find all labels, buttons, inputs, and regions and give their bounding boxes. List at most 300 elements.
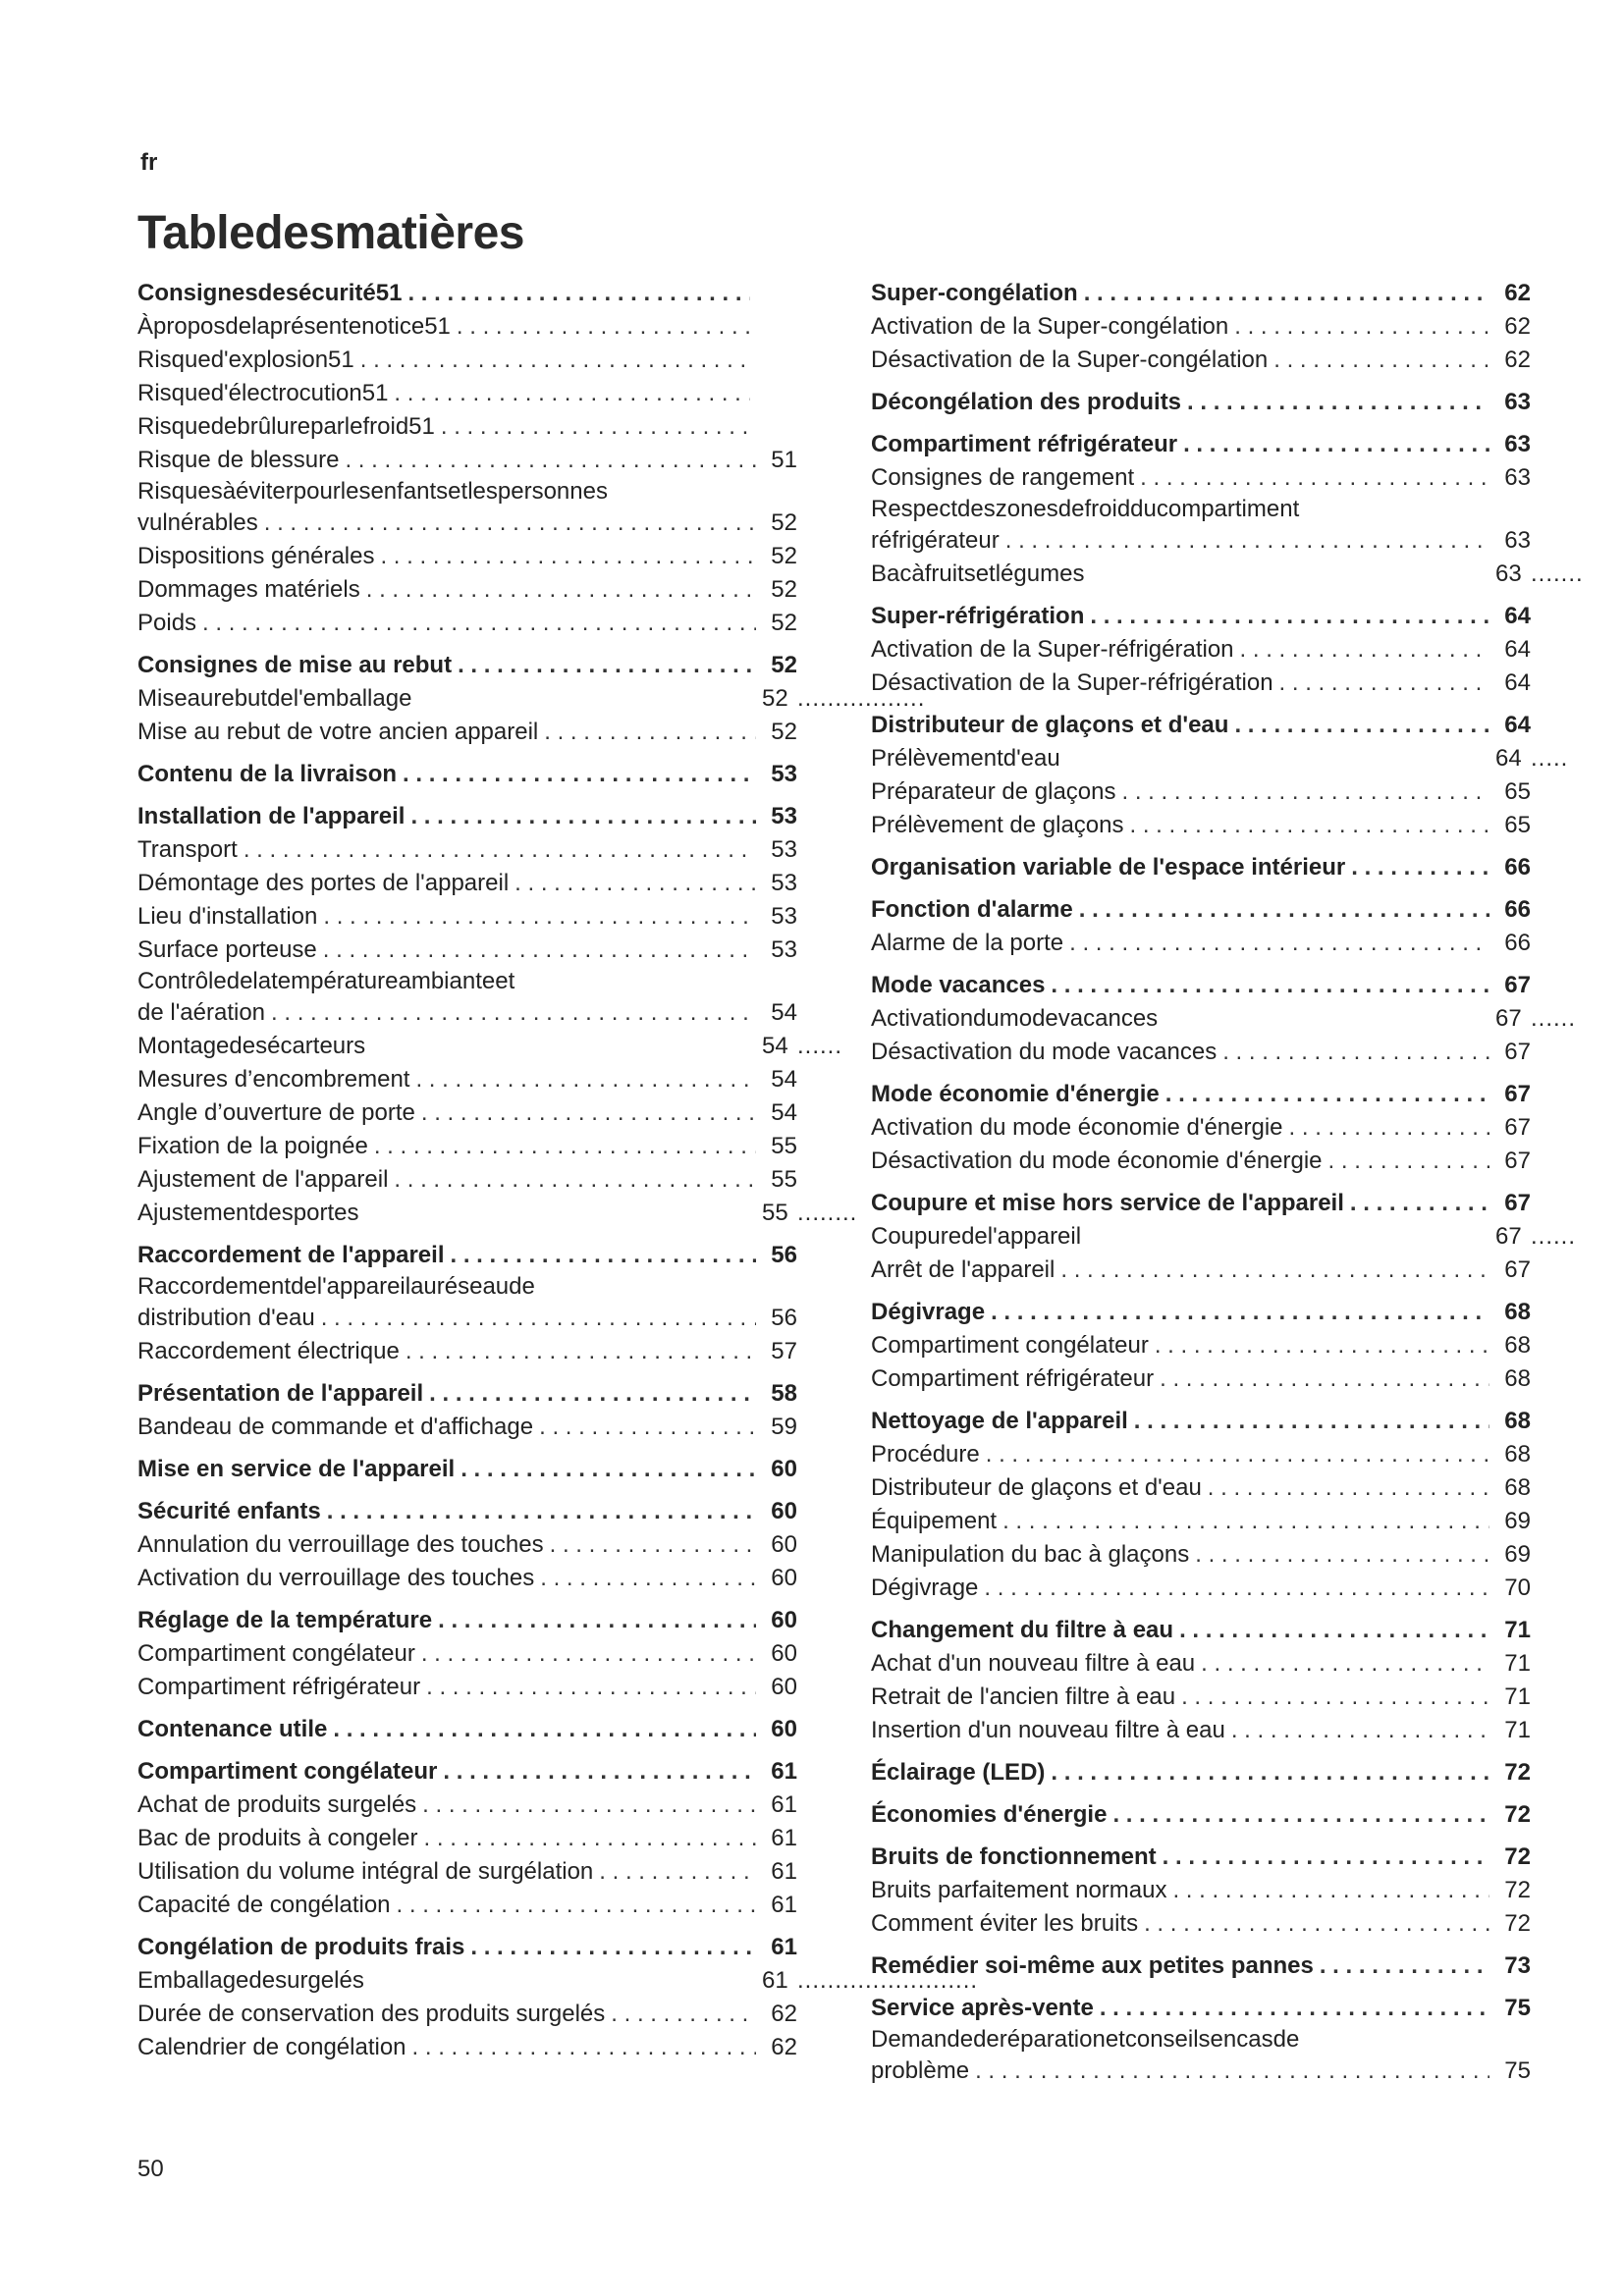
entry-title: Risque de blessure — [137, 447, 340, 473]
entry-page: 60 — [771, 1607, 797, 1633]
entry-page: 52 — [771, 543, 797, 569]
entry-title: Risqued'électrocution51 — [137, 380, 389, 406]
toc-row — [871, 1329, 1531, 1362]
entry-page: 66 — [1504, 854, 1531, 881]
page-num: 64 — [1495, 745, 1522, 772]
dot-leader — [441, 410, 750, 444]
toc-section[interactable] — [137, 649, 797, 682]
dot-leader — [406, 1335, 756, 1368]
toc-entry[interactable] — [137, 377, 797, 410]
entry-page: 51 — [771, 447, 797, 473]
entry-title: Désactivation de la Super-réfrigération — [871, 669, 1273, 696]
entry-title: Super-congélation — [871, 280, 1078, 306]
toc-entry[interactable] — [137, 1335, 797, 1368]
entry-title: Surface porteuse — [137, 936, 317, 963]
dot-leader — [244, 833, 756, 867]
entry-page — [762, 1197, 858, 1230]
entry-text-line1: Contrôledelatempératureambianteet — [137, 968, 515, 994]
entry-page: 54 — [771, 1099, 797, 1126]
entry-title: Économies d'énergie — [871, 1801, 1108, 1828]
toc-entry[interactable] — [871, 1220, 1577, 1254]
toc-entry[interactable] — [871, 1362, 1531, 1396]
dot-leader — [1201, 1647, 1489, 1681]
entry-title: Achat d'un nouveau filtre à eau — [871, 1650, 1196, 1677]
toc-row — [137, 1755, 797, 1789]
entry-title: Risqued'explosion51 — [137, 347, 354, 373]
entry-title: Utilisation du volume intégral de surgélation — [137, 1858, 594, 1885]
toc-row — [871, 1572, 1531, 1605]
toc-section[interactable] — [871, 1187, 1531, 1220]
toc-section[interactable] — [137, 1755, 797, 1789]
dot-leader: ................. — [797, 685, 926, 712]
dot-leader — [360, 344, 750, 377]
entry-title: Super-réfrigération — [871, 603, 1085, 629]
entry-page: 58 — [771, 1380, 797, 1407]
toc-section[interactable] — [871, 1614, 1531, 1647]
toc-row — [137, 507, 797, 540]
entry-page: 67 — [1504, 972, 1531, 998]
entry-page: 73 — [1504, 1952, 1531, 1979]
toc-entry[interactable] — [871, 1471, 1531, 1505]
dot-leader — [514, 867, 756, 900]
toc-row — [137, 540, 797, 573]
toc-entry[interactable] — [137, 410, 797, 444]
dot-leader — [539, 1411, 756, 1444]
toc-section[interactable] — [137, 1453, 797, 1486]
entry-page: 68 — [1504, 1299, 1531, 1325]
entry-page — [1495, 1002, 1577, 1036]
toc-section[interactable] — [871, 1405, 1531, 1438]
toc-entry[interactable] — [871, 1145, 1531, 1178]
toc-section[interactable] — [871, 893, 1531, 927]
entry-page: 53 — [771, 903, 797, 930]
toc-entry[interactable] — [137, 444, 797, 477]
dot-leader — [450, 1239, 756, 1272]
entry-title: Dispositions générales — [137, 543, 375, 569]
entry-title: Compartiment réfrigérateur — [137, 1674, 421, 1700]
toc-row — [871, 1874, 1531, 1907]
toc-entry[interactable] — [871, 1254, 1531, 1287]
entry-page: 72 — [1504, 1759, 1531, 1786]
entry-title: Montagedesécarteurs — [137, 1033, 366, 1059]
toc-entry[interactable] — [871, 1329, 1531, 1362]
entry-page — [762, 682, 926, 716]
toc-entry[interactable] — [871, 495, 1531, 558]
toc-row — [137, 996, 797, 1030]
page-num: 54 — [762, 1033, 788, 1059]
entry-title: Activation du mode économie d'énergie — [871, 1114, 1283, 1141]
toc-entry[interactable] — [871, 461, 1531, 495]
entry-page: 62 — [1504, 313, 1531, 340]
toc-row — [871, 667, 1531, 700]
dot-leader — [975, 2055, 1489, 2088]
dot-leader — [540, 1562, 756, 1595]
entry-title: Prélèvement de glaçons — [871, 812, 1124, 838]
entry-title: Compartiment réfrigérateur — [871, 1365, 1155, 1392]
entry-page: 53 — [771, 761, 797, 787]
toc-section[interactable] — [871, 1756, 1531, 1789]
toc-row — [871, 1296, 1531, 1329]
toc-row — [871, 1036, 1531, 1069]
toc-entry[interactable] — [871, 558, 1584, 591]
toc-entry[interactable] — [137, 1030, 843, 1063]
toc-entry[interactable] — [137, 1998, 797, 2031]
toc-row — [871, 1907, 1531, 1941]
toc-entry[interactable] — [137, 900, 797, 934]
toc-entry[interactable] — [871, 1647, 1531, 1681]
toc-entry[interactable] — [137, 540, 797, 573]
toc-row — [137, 758, 797, 791]
entry-title: problème — [871, 2057, 970, 2084]
dot-leader — [1240, 633, 1489, 667]
toc-entry[interactable] — [871, 1111, 1531, 1145]
entry-title: Remédier soi-même aux petites pannes — [871, 1952, 1314, 1979]
toc-section[interactable] — [871, 428, 1531, 461]
entry-title: Dommages matériels — [137, 576, 360, 603]
toc-row — [137, 867, 797, 900]
dot-leader — [333, 1713, 756, 1746]
dot-leader — [1100, 1992, 1489, 2025]
dot-leader — [1231, 1714, 1489, 1747]
dot-leader — [1181, 1681, 1489, 1714]
toc-row — [871, 1681, 1531, 1714]
toc-section[interactable] — [871, 851, 1531, 884]
toc-entry[interactable] — [871, 1681, 1531, 1714]
toc-section[interactable] — [871, 600, 1531, 633]
toc-entry[interactable] — [137, 1671, 797, 1704]
entry-page: 67 — [1504, 1256, 1531, 1283]
toc-entry[interactable] — [871, 667, 1531, 700]
entry-page: 75 — [1504, 1995, 1531, 2021]
dot-leader — [366, 573, 756, 607]
entry-title: Réglage de la température — [137, 1607, 433, 1633]
entry-title: Procédure — [871, 1441, 980, 1468]
entry-page: 63 — [1504, 527, 1531, 554]
dot-leader — [323, 934, 756, 967]
toc-entry[interactable] — [871, 1538, 1531, 1572]
toc-entry[interactable] — [137, 1163, 797, 1197]
toc-entry[interactable] — [871, 1572, 1531, 1605]
toc-entry[interactable] — [871, 742, 1569, 775]
entry-page — [1495, 742, 1569, 775]
toc-entry[interactable] — [137, 344, 797, 377]
dot-leader — [1165, 1078, 1489, 1111]
toc-row — [871, 742, 1569, 775]
toc-row — [137, 444, 797, 477]
toc-row — [137, 573, 797, 607]
entry-page: 69 — [1504, 1541, 1531, 1568]
dot-leader — [438, 1604, 756, 1637]
dot-leader: ........ — [797, 1200, 858, 1226]
toc-row — [871, 709, 1531, 742]
entry-title: Prélèvementd'eau — [871, 745, 1060, 772]
toc-entry[interactable] — [137, 934, 797, 967]
entry-page: 63 — [1504, 389, 1531, 415]
entry-title: Désactivation de la Super-congélation — [871, 347, 1269, 373]
entry-title: Comment éviter les bruits — [871, 1910, 1139, 1937]
toc-entry[interactable] — [137, 310, 797, 344]
toc-entry[interactable] — [137, 1889, 797, 1922]
entry-page: 62 — [771, 2001, 797, 2027]
entry-page: 60 — [771, 1565, 797, 1591]
toc-entry[interactable] — [137, 607, 797, 640]
toc-section[interactable] — [137, 1713, 797, 1746]
toc-entry[interactable] — [871, 927, 1531, 960]
toc-row — [871, 1002, 1577, 1036]
dot-leader — [403, 758, 756, 791]
page-title: Tabledesmatières — [137, 207, 524, 259]
toc-entry[interactable] — [137, 1964, 979, 1998]
entry-title: Mode vacances — [871, 972, 1046, 998]
toc-section[interactable] — [137, 758, 797, 791]
entry-title: Mise au rebut de votre ancien appareil — [137, 719, 539, 745]
dot-leader — [426, 1671, 756, 1704]
entry-page: 60 — [771, 1531, 797, 1558]
toc-entry[interactable] — [137, 1096, 797, 1130]
entry-title: Changement du filtre à eau — [871, 1617, 1174, 1643]
toc-row — [137, 1335, 797, 1368]
entry-title: réfrigérateur — [871, 527, 1000, 554]
toc-row — [871, 1220, 1577, 1254]
toc-row — [871, 1505, 1531, 1538]
toc-entry[interactable] — [871, 809, 1531, 842]
toc-row — [137, 900, 797, 934]
page-num: 61 — [762, 1967, 788, 1994]
entry-title: Insertion d'un nouveau filtre à eau — [871, 1717, 1225, 1743]
entry-page: 72 — [1504, 1910, 1531, 1937]
entry-title: Coupure et mise hors service de l'appareil — [871, 1190, 1344, 1216]
toc-section[interactable] — [871, 1992, 1531, 2025]
entry-page: 61 — [771, 1934, 797, 1960]
entry-page: 63 — [1504, 464, 1531, 491]
entry-title: Préparateur de glaçons — [871, 778, 1116, 805]
toc-entry[interactable] — [137, 967, 797, 1030]
toc-row — [137, 1964, 979, 1998]
toc-entry[interactable] — [137, 477, 797, 540]
entry-title: Arrêt de l'appareil — [871, 1256, 1056, 1283]
toc-entry[interactable] — [871, 1505, 1531, 1538]
toc-entry[interactable] — [137, 1855, 797, 1889]
toc-row — [137, 1453, 797, 1486]
entry-text-line1: Raccordementdel'appareilauréseaude — [137, 1273, 535, 1300]
dot-leader — [991, 1296, 1489, 1329]
toc-row — [871, 893, 1531, 927]
dot-leader: ....... — [1531, 561, 1584, 587]
dot-leader — [1187, 386, 1489, 419]
toc-section[interactable] — [137, 1495, 797, 1528]
dot-leader — [611, 1998, 756, 2031]
entry-page: 62 — [1504, 280, 1531, 306]
entry-page: 68 — [1504, 1332, 1531, 1359]
entry-page: 69 — [1504, 1508, 1531, 1534]
toc-entry[interactable] — [137, 1063, 797, 1096]
toc-entry[interactable] — [871, 1036, 1531, 1069]
entry-page: 62 — [771, 2034, 797, 2060]
toc-row — [871, 1714, 1531, 1747]
toc-row — [137, 1931, 797, 1964]
dot-leader — [1060, 1254, 1489, 1287]
toc-entry[interactable] — [137, 1789, 797, 1822]
dot-leader — [264, 507, 756, 540]
toc-section[interactable] — [871, 386, 1531, 419]
toc-entry[interactable] — [871, 1714, 1531, 1747]
toc-row — [137, 1163, 797, 1197]
toc-entry[interactable] — [871, 775, 1531, 809]
entry-page: 60 — [771, 1498, 797, 1524]
toc-row — [137, 1130, 797, 1163]
toc-row — [871, 428, 1531, 461]
toc-row — [871, 1078, 1531, 1111]
dot-leader — [984, 1572, 1489, 1605]
toc-entry[interactable] — [871, 633, 1531, 667]
toc-section[interactable] — [871, 1949, 1531, 1983]
entry-title: Désactivation du mode économie d'énergie — [871, 1148, 1323, 1174]
entry-title: Activation du verrouillage des touches — [137, 1565, 535, 1591]
entry-title: Présentation de l'appareil — [137, 1380, 424, 1407]
entry-title: Achat de produits surgelés — [137, 1791, 417, 1818]
toc-entry[interactable] — [871, 2025, 1531, 2088]
entry-page: 60 — [771, 1640, 797, 1667]
entry-page — [762, 1964, 979, 1998]
dot-leader: ...... — [1531, 1005, 1577, 1032]
toc-entry[interactable] — [871, 1874, 1531, 1907]
entry-page: 72 — [1504, 1801, 1531, 1828]
toc-row — [871, 1949, 1531, 1983]
toc-entry[interactable] — [137, 1637, 797, 1671]
entry-page: 66 — [1504, 896, 1531, 923]
entry-title: Durée de conservation des produits surgelés — [137, 2001, 606, 2027]
entry-title: Bacàfruitsetlégumes — [871, 561, 1085, 587]
entry-title: Consignesdesécurité51 — [137, 280, 403, 306]
entry-page: 57 — [771, 1338, 797, 1364]
toc-entry[interactable] — [137, 1130, 797, 1163]
toc-row — [871, 1438, 1531, 1471]
entry-title: Démontage des portes de l'appareil — [137, 870, 510, 896]
toc-entry[interactable] — [137, 1411, 797, 1444]
toc-section[interactable] — [871, 1078, 1531, 1111]
toc-section[interactable] — [137, 1377, 797, 1411]
toc-section[interactable] — [137, 1931, 797, 1964]
toc-section[interactable] — [871, 1798, 1531, 1832]
dot-leader — [407, 277, 750, 310]
toc-row — [871, 1187, 1531, 1220]
dot-leader — [421, 1637, 756, 1671]
entry-page: 53 — [771, 936, 797, 963]
toc-entry[interactable] — [137, 716, 797, 749]
toc-row — [137, 1998, 797, 2031]
toc-row — [137, 1197, 858, 1230]
toc-row — [871, 1405, 1531, 1438]
toc-section[interactable] — [137, 277, 797, 310]
toc-row — [137, 833, 797, 867]
entry-page: 63 — [1504, 431, 1531, 457]
page-num: 67 — [1495, 1223, 1522, 1250]
toc-section[interactable] — [137, 800, 797, 833]
entry-title: Annulation du verrouillage des touches — [137, 1531, 544, 1558]
toc-section[interactable] — [137, 1239, 797, 1272]
toc-entry[interactable] — [137, 1562, 797, 1595]
toc-row — [137, 377, 797, 410]
toc-section[interactable] — [871, 709, 1531, 742]
toc-entry[interactable] — [871, 344, 1531, 377]
entry-page: 61 — [771, 1858, 797, 1885]
entry-title: Àproposdelaprésentenotice51 — [137, 313, 451, 340]
entry-page: 53 — [771, 870, 797, 896]
entry-page: 52 — [771, 509, 797, 536]
entry-page — [762, 1030, 843, 1063]
toc-row — [137, 682, 926, 716]
dot-leader — [544, 716, 756, 749]
entry-title: Décongélation des produits — [871, 389, 1182, 415]
toc-section[interactable] — [871, 1841, 1531, 1874]
toc-section[interactable] — [871, 277, 1531, 310]
entry-text-line1: Demandederéparationetconseilsencasde — [871, 2026, 1300, 2053]
toc-row — [871, 524, 1531, 558]
toc-entry[interactable] — [871, 310, 1531, 344]
toc-entry[interactable] — [137, 573, 797, 607]
entry-title: Compartiment congélateur — [871, 1332, 1149, 1359]
toc-row — [137, 310, 797, 344]
entry-page: 67 — [1504, 1114, 1531, 1141]
toc-row — [871, 558, 1584, 591]
toc-entry[interactable] — [871, 1438, 1531, 1471]
dot-leader — [1163, 1841, 1489, 1874]
toc-section[interactable] — [137, 1604, 797, 1637]
toc-row — [871, 633, 1531, 667]
dot-leader: ........................ — [797, 1967, 979, 1994]
toc-section[interactable] — [871, 969, 1531, 1002]
toc-entry[interactable] — [137, 2031, 797, 2064]
toc-row — [137, 1302, 797, 1335]
entry-page: 68 — [1504, 1441, 1531, 1468]
entry-title: Distributeur de glaçons et d'eau — [871, 1474, 1202, 1501]
toc-section[interactable] — [871, 1296, 1531, 1329]
toc-row — [871, 1992, 1531, 2025]
entry-title: Nettoyage de l'appareil — [871, 1408, 1128, 1434]
toc-entry[interactable] — [871, 1002, 1577, 1036]
toc-row — [137, 1528, 797, 1562]
dot-leader — [1234, 310, 1489, 344]
entry-title: Éclairage (LED) — [871, 1759, 1046, 1786]
entry-page: 65 — [1504, 778, 1531, 805]
entry-title: Angle d’ouverture de porte — [137, 1099, 415, 1126]
toc-row — [137, 1030, 843, 1063]
entry-title: Service après-vente — [871, 1995, 1094, 2021]
entry-title: Transport — [137, 836, 238, 863]
toc-entry[interactable] — [871, 1907, 1531, 1941]
entry-page: 52 — [771, 652, 797, 678]
entry-page: 52 — [771, 576, 797, 603]
toc-entry[interactable] — [137, 1822, 797, 1855]
toc-entry[interactable] — [137, 682, 926, 716]
toc-row — [137, 1855, 797, 1889]
toc-row — [137, 1239, 797, 1272]
dot-leader — [345, 444, 756, 477]
dot-leader — [327, 1495, 756, 1528]
toc-entry[interactable] — [137, 867, 797, 900]
dot-leader — [1122, 775, 1490, 809]
toc-entry[interactable] — [137, 1197, 858, 1230]
toc-row — [871, 927, 1531, 960]
dot-leader — [1112, 1798, 1489, 1832]
toc-entry[interactable] — [137, 1272, 797, 1335]
entry-title: Capacité de congélation — [137, 1892, 391, 1918]
toc-entry[interactable] — [137, 1528, 797, 1562]
dot-leader — [1079, 893, 1489, 927]
toc-entry[interactable] — [137, 833, 797, 867]
dot-leader — [394, 1163, 756, 1197]
entry-title: Emballagedesurgelés — [137, 1967, 364, 1994]
